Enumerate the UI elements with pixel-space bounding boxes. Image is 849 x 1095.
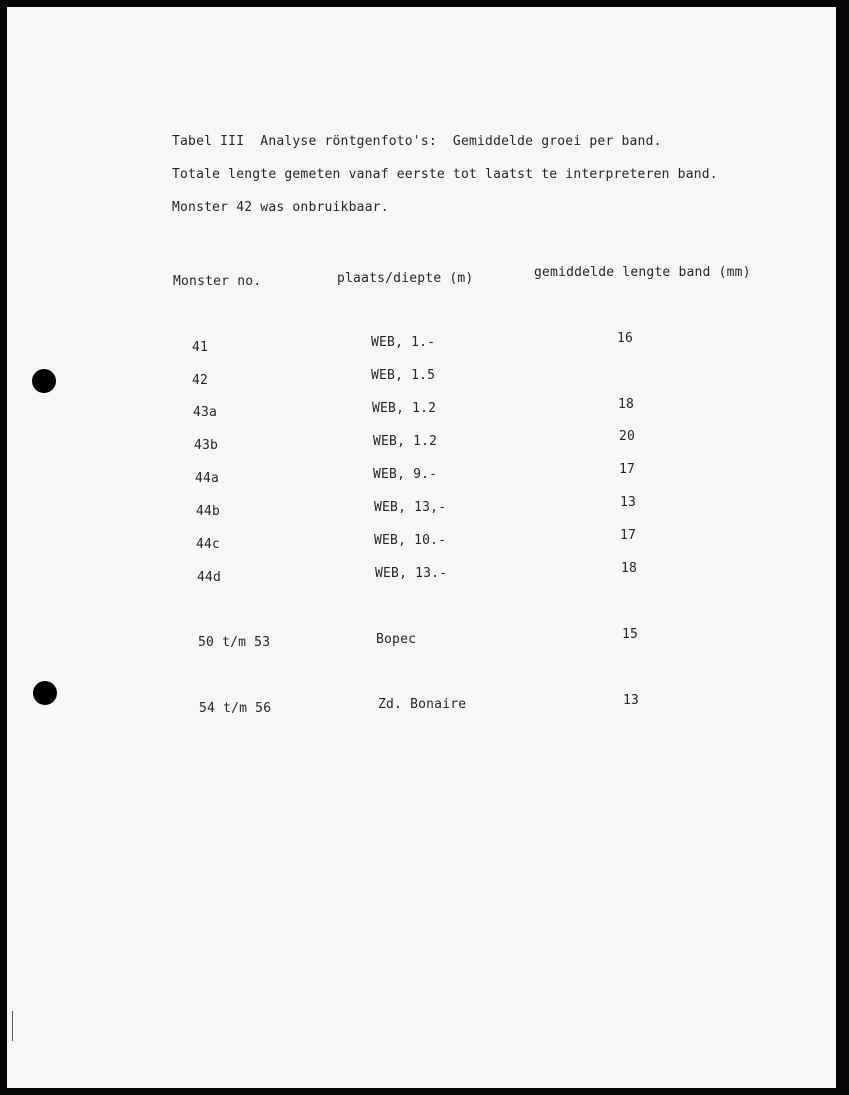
header-sample: Monster no. <box>173 274 262 289</box>
row-44b-location: WEB, 13,- <box>374 500 447 515</box>
row-43a-location: WEB, 1.2 <box>372 401 437 416</box>
row-54-56-location: Zd. Bonaire <box>378 697 467 712</box>
header-length: gemiddelde lengte band (mm) <box>534 265 751 280</box>
margin-mark <box>12 1011 13 1041</box>
row-44c-length: 17 <box>620 528 637 543</box>
row-54-56-sample: 54 t/m 56 <box>199 701 272 716</box>
row-42-location: WEB, 1.5 <box>371 368 436 383</box>
row-44d-length: 18 <box>621 561 638 576</box>
row-44a-length: 17 <box>619 462 636 477</box>
row-50-53-length: 15 <box>622 627 639 642</box>
row-43a-length: 18 <box>618 397 635 412</box>
row-43b-sample: 43b <box>194 438 219 453</box>
row-43b-location: WEB, 1.2 <box>373 434 438 449</box>
row-41-length: 16 <box>617 331 634 346</box>
row-44d-location: WEB, 13.- <box>375 566 448 581</box>
row-44b-length: 13 <box>620 495 637 510</box>
row-44b-sample: 44b <box>196 504 221 519</box>
row-43b-length: 20 <box>619 429 636 444</box>
row-41-location: WEB, 1.- <box>371 335 436 350</box>
row-41-sample: 41 <box>192 340 209 355</box>
row-44a-location: WEB, 9.- <box>373 467 438 482</box>
row-54-56-length: 13 <box>623 693 640 708</box>
header-location: plaats/diepte (m) <box>337 271 474 286</box>
punch-hole-top <box>32 369 56 393</box>
row-44a-sample: 44a <box>195 471 220 486</box>
caption-line-3: Monster 42 was onbruikbaar. <box>172 200 389 215</box>
punch-hole-bottom <box>33 681 57 705</box>
caption-line-2: Totale lengte gemeten vanaf eerste tot laatst te interpreteren band. <box>172 167 718 182</box>
row-50-53-sample: 50 t/m 53 <box>198 635 271 650</box>
row-42-sample: 42 <box>192 373 209 388</box>
row-44d-sample: 44d <box>197 570 222 585</box>
row-43a-sample: 43a <box>193 405 218 420</box>
row-44c-location: WEB, 10.- <box>374 533 447 548</box>
row-50-53-location: Bopec <box>376 632 417 647</box>
row-44c-sample: 44c <box>196 537 221 552</box>
caption-line-1: Tabel III Analyse röntgenfoto's: Gemiddelde groei per band. <box>172 134 662 149</box>
document-page <box>7 7 836 1088</box>
